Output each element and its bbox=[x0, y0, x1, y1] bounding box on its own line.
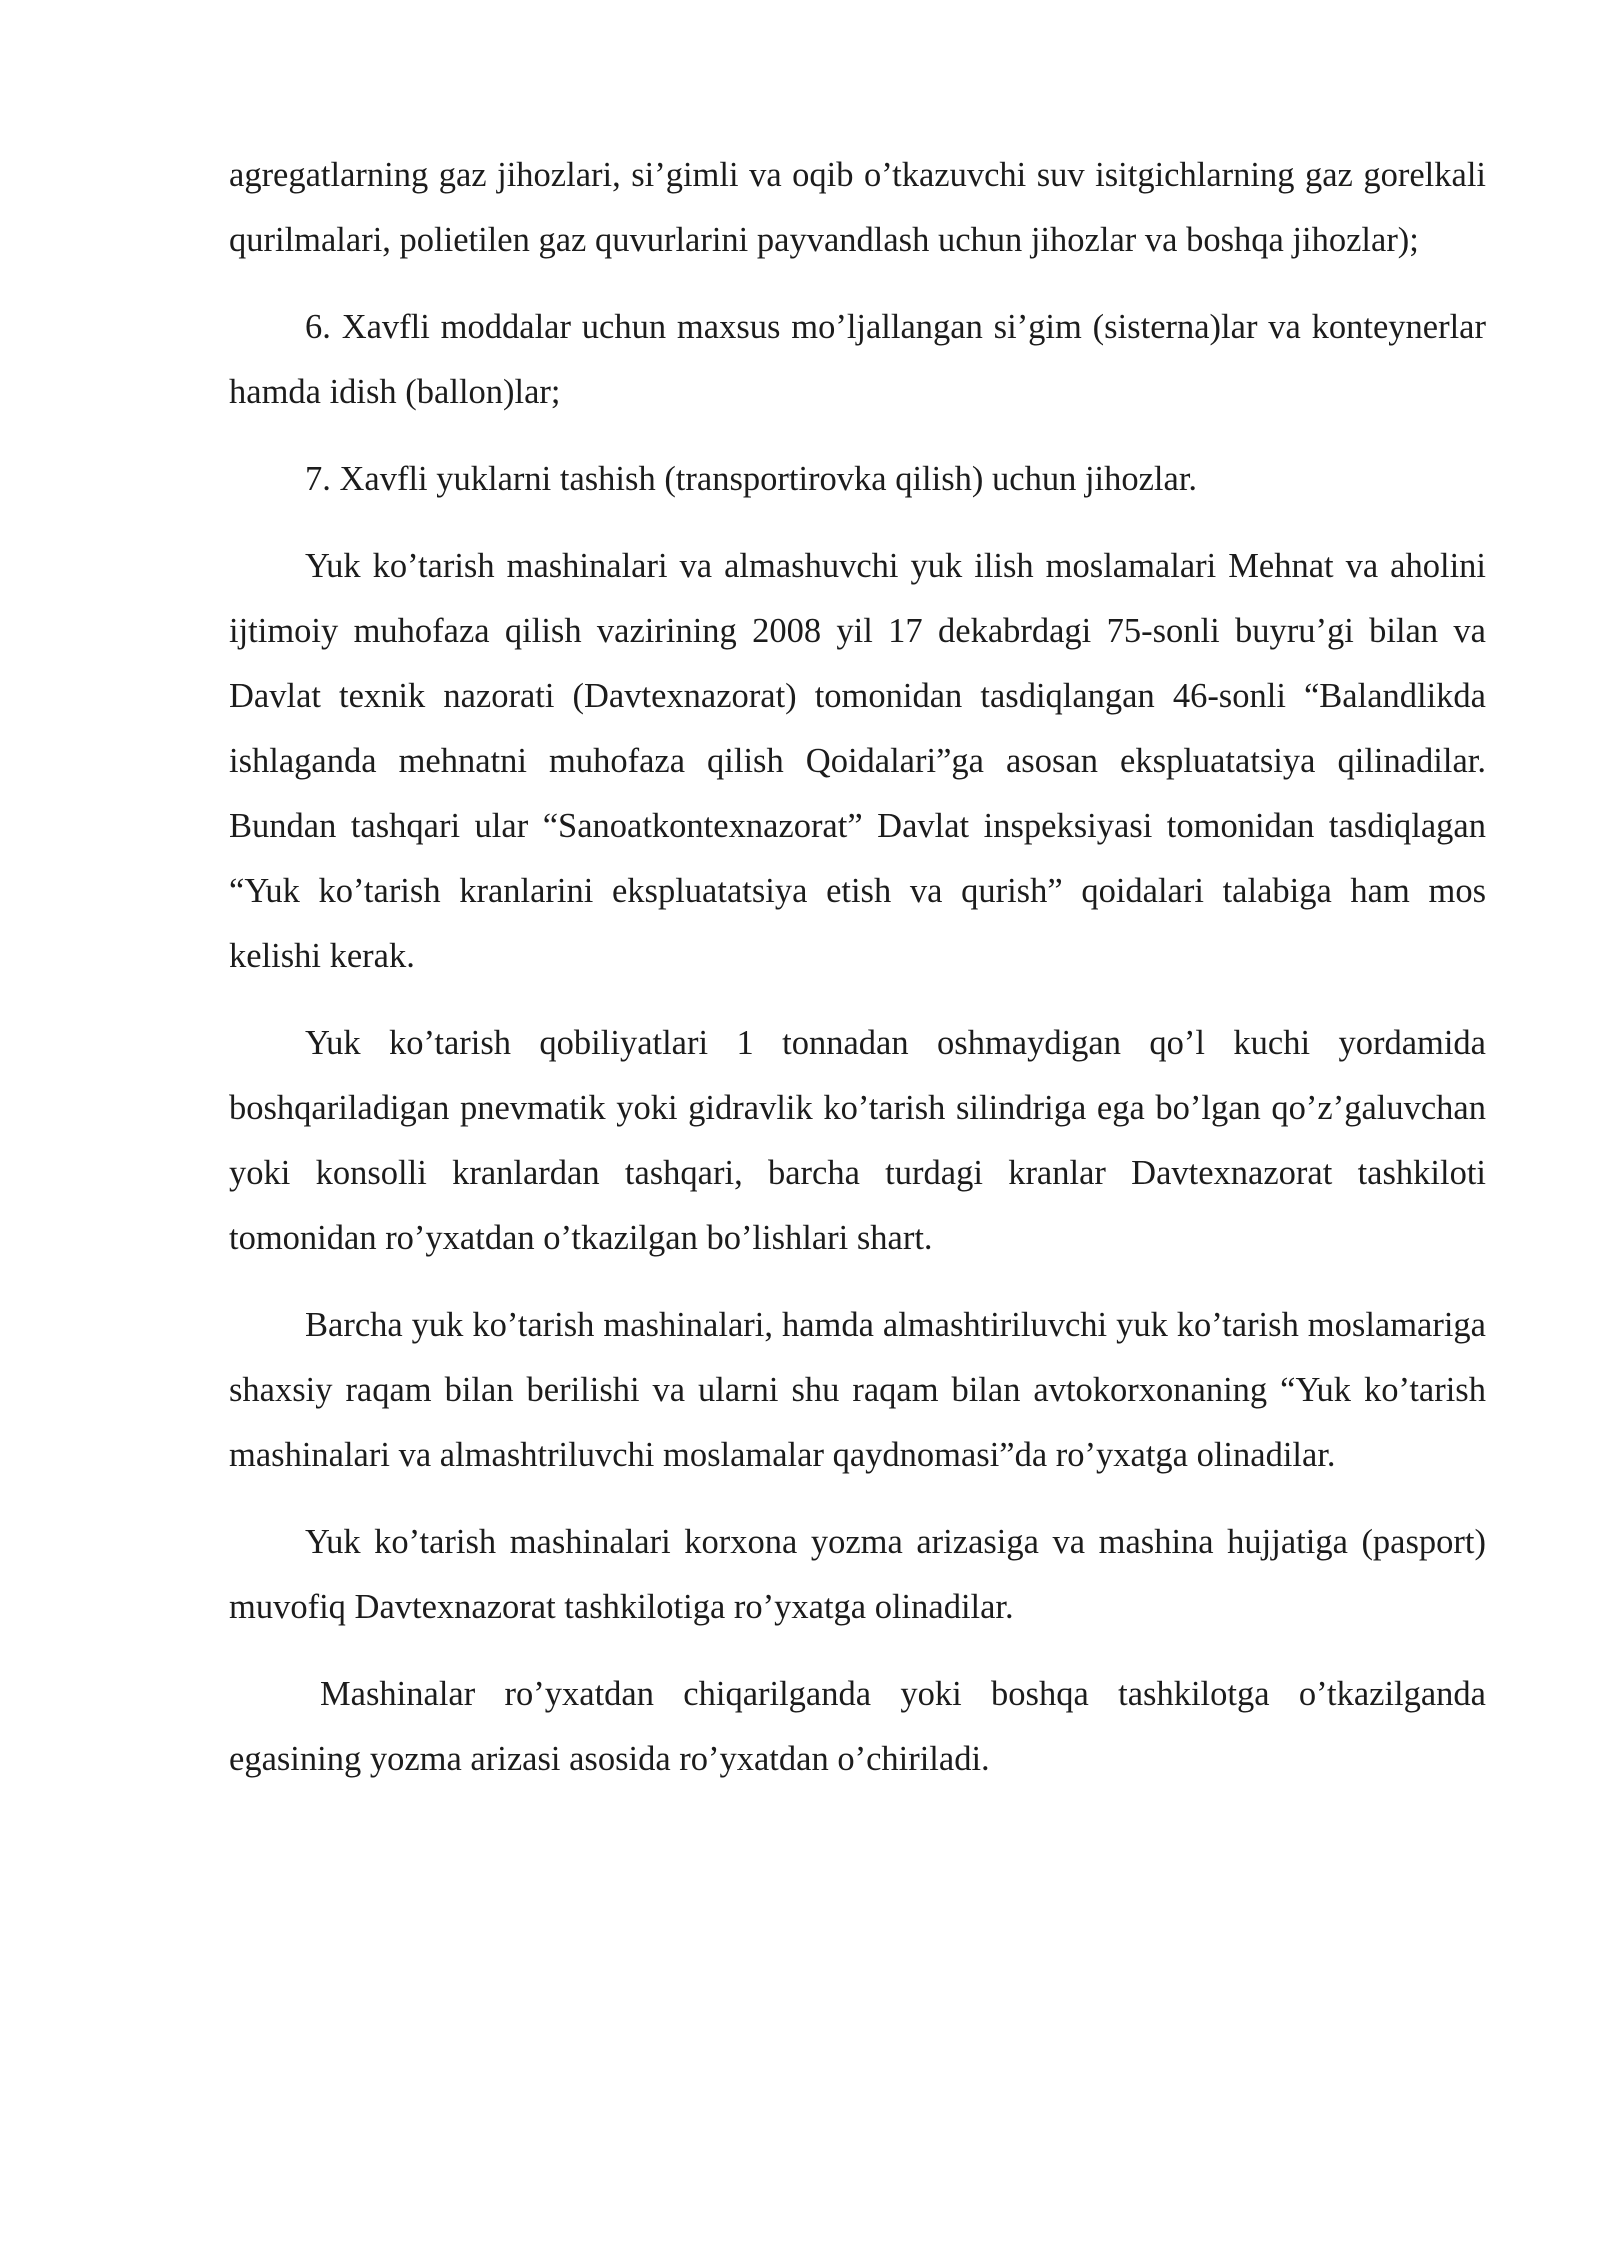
paragraph-continued-list-item: agregatlarning gaz jihozlari, si’gimli va oqib o’tkazuvchi suv isitgichlarning gaz gorelkali qurilmalari, polietilen gaz quvurlarini payvandlash uchun jihozlar va boshqa jihozlar); bbox=[229, 156, 1486, 259]
paragraph-list-item-7: 7. Xavfli yuklarni tashish (transportirovka qilish) uchun jihozlar. bbox=[305, 460, 1198, 498]
paragraph-list-item-6: 6. Xavfli moddalar uchun maxsus mo’ljallangan si’gim (sisterna)lar va konteynerlar hamda idish (ballon)lar; bbox=[229, 308, 1486, 411]
paragraph-serial-numbers: Barcha yuk ko’tarish mashinalari, hamda almashtiriluvchi yuk ko’tarish moslamariga shaxsiy raqam bilan berilishi va ularni shu raqam bilan avtokorxonaning “Yuk ko’tarish mashinalari va almashtriluvchi moslamalar qaydnomasi”da ro’yxatga olinadilar. bbox=[229, 1306, 1486, 1474]
paragraph-crane-registration: Yuk ko’tarish qobiliyatlari 1 tonnadan oshmaydigan qo’l kuchi yordamida boshqariladigan pnevmatik yoki gidravlik ko’tarish silindriga ega bo’lgan qo’z’galuvchan yoki konsolli kranlardan tashqari, barcha turdagi kranlar Davtexnazorat tashkiloti tomonidan ro’yxatdan o’tkazilgan bo’lishlari shart. bbox=[229, 1024, 1486, 1257]
document-body bbox=[229, 143, 1486, 1814]
paragraph-regulations: Yuk ko’tarish mashinalari va almashuvchi yuk ilish moslamalari Mehnat va aholini ijtimoiy muhofaza qilish vazirining 2008 yil 17 dekabrdagi 75-sonli buyru’gi bilan va Davlat texnik nazorati (Davtexnazorat) tomonidan tasdiqlangan 46-sonli “Balandlikda ishlaganda mehnatni muhofaza qilish Qoidalari”ga asosan ekspluatatsiya qilinadilar. Bundan tashqari ular “Sanoatkontexnazorat” Davlat inspeksiyasi tomonidan tasdiqlagan “Yuk ko’tarish kranlarini ekspluatatsiya etish va qurish” qoidalari talabiga ham mos kelishi kerak. bbox=[229, 547, 1486, 975]
paragraph-registration-application: Yuk ko’tarish mashinalari korxona yozma arizasiga va mashina hujjatiga (pasport) muvofiq Davtexnazorat tashkilotiga ro’yxatga olinadilar. bbox=[229, 1523, 1486, 1626]
paragraph-deregistration: Mashinalar ro’yxatdan chiqarilganda yoki boshqa tashkilotga o’tkazilganda egasining yozma arizasi asosida ro’yxatdan o’chiriladi. bbox=[229, 1675, 1486, 1778]
